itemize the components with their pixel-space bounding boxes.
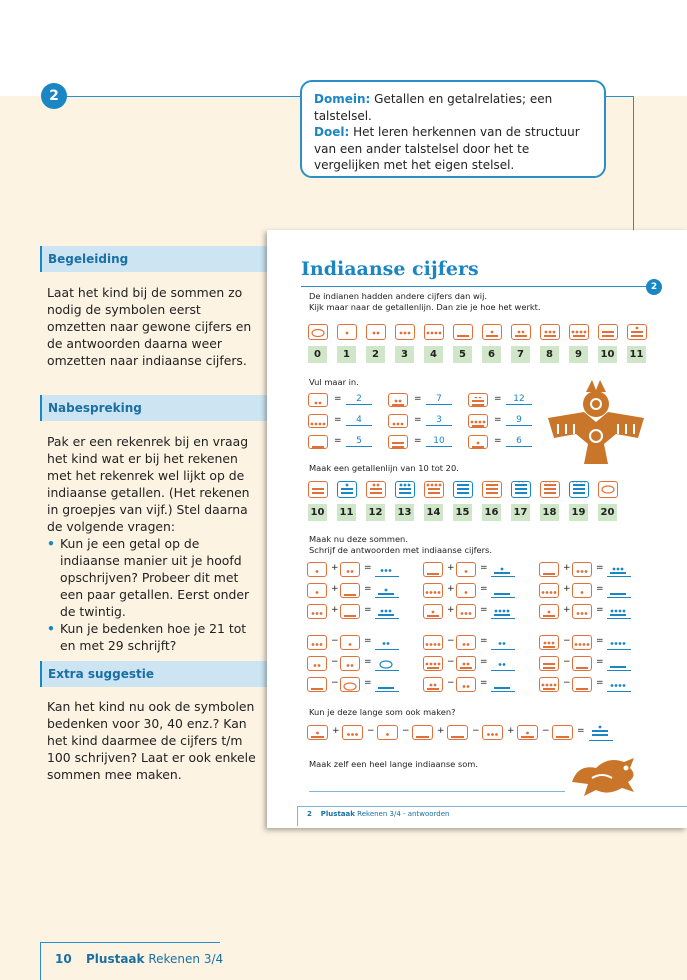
maya-numeral [366,324,386,340]
maya-numeral [607,656,631,671]
answer-blank: 3 [426,415,452,426]
getallenlijn-label: Maak een getallenlijn van 10 tot 20. [309,463,459,473]
maya-numeral [337,324,357,340]
number-cell: 2 [366,346,385,363]
answer-blank: 4 [346,415,372,426]
number-cell: 18 [540,504,559,521]
maya-numeral [539,656,559,671]
maya-numeral [340,677,360,692]
equals-sign: = [494,436,502,446]
domain-label: Domein: [314,92,371,106]
maya-numeral [482,481,502,498]
footer-brand: Plustaak [86,952,145,966]
number-cell: 10 [308,504,327,521]
maya-numeral [482,725,503,740]
title-underline [301,286,646,287]
equals-sign: = [480,584,488,594]
maya-numeral [366,481,386,498]
equals-sign: = [334,436,342,446]
connector-line-vertical [633,96,634,230]
page-footer-line [297,806,687,807]
maya-numeral [598,324,618,340]
operator: + [437,726,445,736]
maya-numeral [453,481,473,498]
maya-numeral [423,583,443,598]
maya-numeral [589,723,613,741]
maya-numeral [307,656,327,671]
maya-numeral [607,604,631,619]
maya-numeral [572,583,592,598]
footer-line [40,942,220,943]
maya-numeral [569,481,589,498]
operator: + [331,563,339,573]
maya-numeral [539,635,559,650]
begeleiding-heading: Begeleiding [40,246,268,272]
maya-numeral [375,635,399,650]
maya-numeral [307,725,328,740]
lange-som-label: Kun je deze lange som ook maken? [309,707,456,717]
number-cell: 6 [482,346,501,363]
maya-numeral [388,435,408,449]
maya-numeral [491,562,515,577]
page-footer-num: 2 [307,810,312,818]
operator: + [507,726,515,736]
maya-numeral [572,604,592,619]
page-footer-divider [297,806,298,826]
maya-numeral [572,562,592,577]
maya-numeral [307,604,327,619]
number-cell: 3 [395,346,414,363]
maya-numeral [340,656,360,671]
extra-text: Kan het kind nu ook de symbolen bedenken voor 30, 40 enz.? Kan het kind daarmee de cijfers t/m 100 schrijven? Laat er ook enkele sommen mee maken. [47,699,256,782]
answer-blank: 12 [506,394,532,405]
operator: − [331,657,339,667]
equals-sign: = [596,636,604,646]
nabespreking-bullet: • Kun je een getal op de indiaanse manier uit je hoofd opschrijven? Probeer dit met een paar getallen. Eerst onder de twintig. [47,535,257,620]
number-cell: 16 [482,504,501,521]
equals-sign: = [414,415,422,425]
number-cell: 5 [453,346,472,363]
section-badge: 2 [41,83,67,109]
equals-sign: = [334,394,342,404]
maya-numeral [569,324,589,340]
maya-numeral [340,635,360,650]
operator: − [542,726,550,736]
operator: − [331,678,339,688]
doel-text: Het leren herkennen van de structuur van een ander talstelsel door het te vergelijken met het eigen stelsel. [314,125,580,172]
footer-subtitle: Rekenen 3/4 [148,952,224,966]
extra-heading: Extra suggestie [40,661,268,687]
maya-numeral [423,656,443,671]
operator: − [472,726,480,736]
equals-sign: = [364,605,372,615]
equals-sign: = [364,636,372,646]
footer-divider [40,942,41,980]
goal-box [300,80,606,178]
maya-numeral [308,393,328,407]
maya-numeral [456,583,476,598]
number-cell: 11 [627,346,646,363]
operator: − [331,636,339,646]
equals-sign: = [414,436,422,446]
maya-numeral [337,481,357,498]
maya-numeral [447,725,468,740]
maya-numeral [607,562,631,577]
number-cell: 20 [598,504,617,521]
maya-numeral [491,656,515,671]
doel-label: Doel: [314,125,350,139]
maya-numeral [340,604,360,619]
equals-sign: = [494,415,502,425]
intro-line: Kijk maar naar de getallenlijn. Dan zie je hoe het werkt. [309,302,541,312]
maya-numeral [540,324,560,340]
number-cell: 10 [598,346,617,363]
instruction-line: Schrijf de antwoorden met indiaanse cijfers. [309,545,493,555]
operator: = [577,726,585,736]
equals-sign: = [596,657,604,667]
maya-numeral [552,725,573,740]
worksheet-intro [309,291,541,313]
worksheet-badge: 2 [646,279,662,295]
connector-line-right [606,96,633,97]
number-cell: 12 [366,504,385,521]
answer-blank: 9 [506,415,532,426]
nabespreking-bullet: • Kun je bedenken hoe je 21 tot en met 29 schrijft? [47,620,257,654]
maya-numeral [572,656,592,671]
maya-numeral [540,481,560,498]
connector-line [67,96,301,97]
equals-sign: = [596,584,604,594]
operator: − [447,678,455,688]
maya-numeral [423,562,443,577]
maya-numeral [491,583,515,598]
maya-numeral [375,677,399,692]
maya-numeral [375,583,399,598]
number-cell: 8 [540,346,559,363]
maya-numeral [456,635,476,650]
equals-sign: = [596,605,604,615]
maya-numeral [308,324,328,340]
answer-blank: 2 [346,394,372,405]
equals-sign: = [480,678,488,688]
number-cell: 19 [569,504,588,521]
intro-line: De indianen hadden andere cijfers dan wij. [309,291,488,301]
maya-numeral [453,324,473,340]
number-cell: 11 [337,504,356,521]
operator: + [447,605,455,615]
begeleiding-text: Laat het kind bij de sommen zo nodig de symbolen eerst omzetten naar gewone cijfers en de antwoorden daarna weer omzetten naar indiaanse cijfers. [47,285,252,368]
operator: + [563,584,571,594]
nabespreking-block [47,433,257,654]
maya-numeral [307,677,327,692]
maya-numeral [340,562,360,577]
operator: + [563,605,571,615]
maya-numeral [482,324,502,340]
maya-numeral [412,725,433,740]
maya-numeral [423,677,443,692]
vul-in-grid [308,393,548,453]
operator: − [563,636,571,646]
maya-numeral [307,635,327,650]
equals-sign: = [414,394,422,404]
equals-sign: = [364,584,372,594]
number-cell: 17 [511,504,530,521]
maya-numeral [342,725,363,740]
maya-numeral [456,604,476,619]
operator: + [332,726,340,736]
number-cell: 0 [308,346,327,363]
equals-sign: = [480,605,488,615]
maya-numeral [375,656,399,671]
maya-numeral [377,725,398,740]
operator: − [447,636,455,646]
operator: − [447,657,455,667]
answer-blank: 5 [346,436,372,447]
maya-numeral [539,604,559,619]
equals-sign: = [480,636,488,646]
number-cell: 7 [511,346,530,363]
maya-numeral [308,414,328,428]
maya-numeral [308,435,328,449]
equals-sign: = [364,657,372,667]
lizard-illustration [568,752,640,798]
sommen-instruction [309,534,492,556]
eagle-illustration [546,378,646,466]
maya-numeral [424,324,444,340]
operator: − [402,726,410,736]
equals-sign: = [480,657,488,667]
equals-sign: = [364,563,372,573]
page-footer-brand: Plustaak [320,810,355,818]
equals-sign: = [596,678,604,688]
maya-numeral [598,481,618,498]
long-sum [307,723,627,745]
maya-numeral [491,635,515,650]
operator: + [447,563,455,573]
operator: − [367,726,375,736]
maya-numeral [539,677,559,692]
maya-numeral [517,725,538,740]
maya-numeral [388,414,408,428]
operator: + [331,605,339,615]
nabespreking-text: Pak er een rekenrek bij en vraag het kind wat er bij het rekenen met het rekenrek wel lijkt op de indiaanse getallen. (Het rekenen in groepjes van vijf.) Stel daarna de volgende vragen: [47,434,250,534]
operator: − [563,657,571,667]
equals-sign: = [494,394,502,404]
number-cell: 4 [424,346,443,363]
maya-numeral [375,604,399,619]
footer-page-number: 10 [55,952,72,966]
maya-numeral [307,583,327,598]
maya-numeral [539,562,559,577]
operator: − [563,678,571,688]
equals-sign: = [334,415,342,425]
maya-numeral [423,635,443,650]
maya-numeral [607,635,631,650]
domain-text: Getallen en getalrelaties; een talstelsel. [314,92,553,123]
equals-sign: = [596,563,604,573]
answer-blank: 7 [426,394,452,405]
maya-numeral [539,583,559,598]
number-cell: 15 [453,504,472,521]
maya-numeral [572,635,592,650]
vul-in-label: Vul maar in. [309,377,359,387]
maya-numeral [511,324,531,340]
footer-title [86,952,223,966]
answer-blank: 10 [426,436,452,447]
equals-sign: = [364,678,372,688]
page-footer [307,810,449,818]
maya-numeral [423,604,443,619]
maya-numeral [491,604,515,619]
maya-numeral [627,324,647,340]
sums-grid [307,562,647,696]
maya-numeral [307,562,327,577]
number-cell: 9 [569,346,588,363]
number-cell: 14 [424,504,443,521]
zelf-label: Maak zelf een heel lange indiaanse som. [309,759,479,769]
operator: + [331,584,339,594]
maya-numeral [395,324,415,340]
maya-numeral [491,677,515,692]
maya-numeral [607,583,631,598]
equals-sign: = [480,563,488,573]
nabespreking-heading: Nabespreking [40,395,268,421]
number-cell: 13 [395,504,414,521]
maya-numeral [340,583,360,598]
number-cell: 1 [337,346,356,363]
maya-numeral [388,393,408,407]
maya-numeral [607,677,631,692]
maya-numeral [456,562,476,577]
answer-blank: 6 [506,436,532,447]
maya-numeral [395,481,415,498]
maya-numeral [572,677,592,692]
maya-numeral [468,414,488,428]
maya-numeral [424,481,444,498]
maya-numeral [456,677,476,692]
operator: + [447,584,455,594]
maya-numeral [375,562,399,577]
maya-numeral [511,481,531,498]
writing-line [309,791,565,792]
maya-numeral [468,393,488,407]
maya-numeral [456,656,476,671]
worksheet-title: Indiaanse cijfers [301,258,479,280]
page-footer-text: Rekenen 3/4 - antwoorden [357,810,450,818]
instruction-line: Maak nu deze sommen. [309,534,408,544]
maya-numeral [468,435,488,449]
maya-numeral [308,481,328,498]
operator: + [563,563,571,573]
